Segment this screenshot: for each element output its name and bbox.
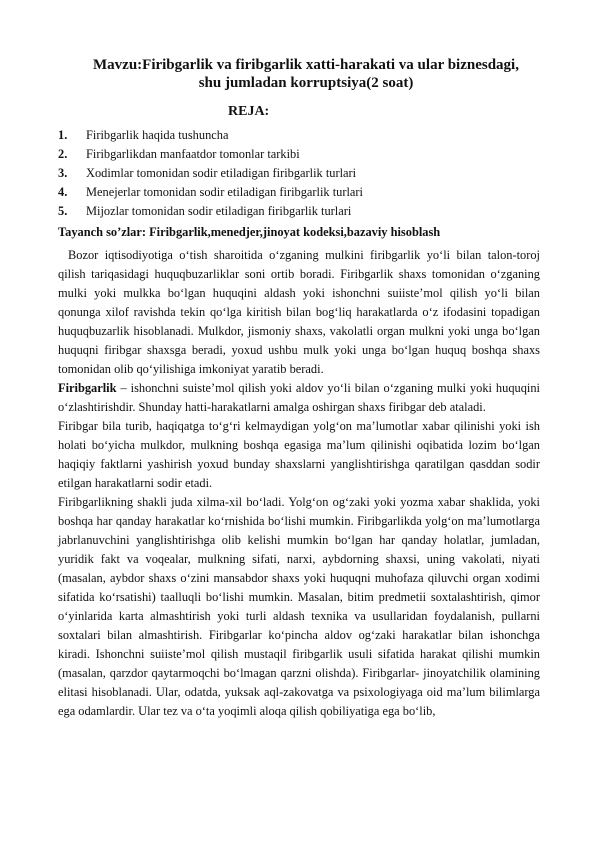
paragraph-definition xyxy=(58,379,540,417)
plan-item xyxy=(58,183,540,202)
document-page xyxy=(58,56,540,721)
keywords-line: Tayanch so’zlar: Firibgarlik,menedjer,jinoyat kodeksi,bazaviy hisoblash xyxy=(58,225,441,239)
paragraph-forms: Firibgarlikning shakli juda xilma-xil bo‘ladi. Yolg‘on og‘zaki yoki yozma xabar shaklida, yoki boshqa har qanday harakatlar ko‘rnishida bo‘lishi mumkin. Firibgarlikda yolg‘on ma’lumotlarga jabrlanuvchini yanglishtirishga olib kelishi mumkin bo‘lgan har qanday holatlar, jumladan, yuridik fakt va voqealar, mulkning sifati, narxi, aybdorning shaxsi, uning vakolati, niyati (masalan, aybdor shaxs o‘zini mansabdor shaxs yoki huquqni muhofaza qiluvchi organ xodimi sifatida ko‘rsatishi) taalluqli bo‘lishi mumkin. Masalan, bitim predmetii soxtalashtirish, qimor o‘yinlarida karta almashtirish yoki turli aldash texnika va usullaridan foydalanish, pullarni soxtalari bilan almashtirish. Firibgarlar ko‘pincha aldov og‘zaki harakatlar bilan ishonchga kiradi. Ishonchni suiiste’mol qilish mustaqil firibgarlik usuli sifatida harakat qilishi mumkin (masalan, qarzdor qaytarmoqchi bo‘lmagan qarzni olishda). Firibgarlar- jinoyatchilik olamining elitasi hisoblanadi. Ular, odatda, yuksak aql-zakovatga va psixologiyaga oid ma’lum bilimlarga ega odamlardir. Ular tez va o‘ta yoqimli aloqa qilish qobiliyatiga ega bo‘lib, xyxy=(58,495,540,718)
plan-item-number: 5. xyxy=(58,204,68,218)
plan-heading: REJA: xyxy=(228,104,270,119)
plan-item-number: 2. xyxy=(58,147,68,161)
title-line-1: Mavzu:Firibgarlik va firibgarlik xatti-harakati va ular biznesdagi, xyxy=(93,57,519,73)
definition-text: – ishonchni suiste’mol qilish yoki aldov yo‘li bilan o‘zganing mulki yoki huquqini o‘zlashtirishdir. Shunday hatti-harakatlarni amalga oshirgan shaxs firibgar deb ataladi. xyxy=(58,381,540,414)
plan-item-number: 3. xyxy=(58,166,68,180)
plan-item-text: Firibgarlik haqida tushuncha xyxy=(86,128,229,142)
plan-item-text: Menejerlar tomonidan sodir etiladigan firibgarlik turlari xyxy=(86,185,363,199)
plan-item-number: 4. xyxy=(58,185,68,199)
plan-item-text: Xodimlar tomonidan sodir etiladigan firibgarlik turlari xyxy=(86,166,357,180)
paragraph-intro: Bozor iqtisodiyotiga o‘tish sharoitida o‘zganing mulkini firibgarlik yo‘li bilan talon-toroj qilish tariqasidagi huquqbuzarliklar soni ortib boradi. Firibgarlik shaxs tomonidan o‘zganing mulki yoki mulkka bo‘lgan huquqini aldash yoki ishonchni suiiste’mol qilish yo‘li bilan qonunga xilof ravishda tekin qo‘lga kiritish bilan bog‘liq harakatlarda o‘z ifodasini topadigan huquqbuzarlik hisoblanadi. Mulkdor, jismoniy shaxs, vakolatli organ mulkni yoki unga bo‘lgan huquqni firibgar shaxsga beradi, yoxud ushbu mulk yoki unga bo‘lgan huquq boshqa shaxs tomonidan olib qo‘yilishiga imkoniyat yaratib beradi. xyxy=(58,248,540,376)
plan-item xyxy=(58,126,540,145)
plan-list xyxy=(58,126,540,221)
document-title xyxy=(58,56,540,92)
plan-item xyxy=(58,164,540,183)
definition-term: Firibgarlik xyxy=(58,381,117,395)
plan-item xyxy=(58,145,540,164)
paragraph-fraudster: Firibgar bila turib, haqiqatga to‘g‘ri kelmaydigan yolg‘on ma’lumotlar xabar qilinishi yoki ish holati bo‘yicha mulkdor, mulkning boshqa egasiga ma’lum qilinishi oqibatida lozim bo‘lgan haqiqiy faktlarni yashirish yoxud bunday shaxslarni yanglishtirishga qaratilgan qasddan sodir etilgan harakatlarni sodir etadi. xyxy=(58,419,540,490)
plan-item xyxy=(58,202,540,221)
plan-item-text: Mijozlar tomonidan sodir etiladigan firibgarlik turlari xyxy=(86,204,352,218)
plan-item-text: Firibgarlikdan manfaatdor tomonlar tarkibi xyxy=(86,147,300,161)
title-line-2: shu jumladan korruptsiya(2 soat) xyxy=(198,75,414,91)
plan-item-number: 1. xyxy=(58,128,68,142)
